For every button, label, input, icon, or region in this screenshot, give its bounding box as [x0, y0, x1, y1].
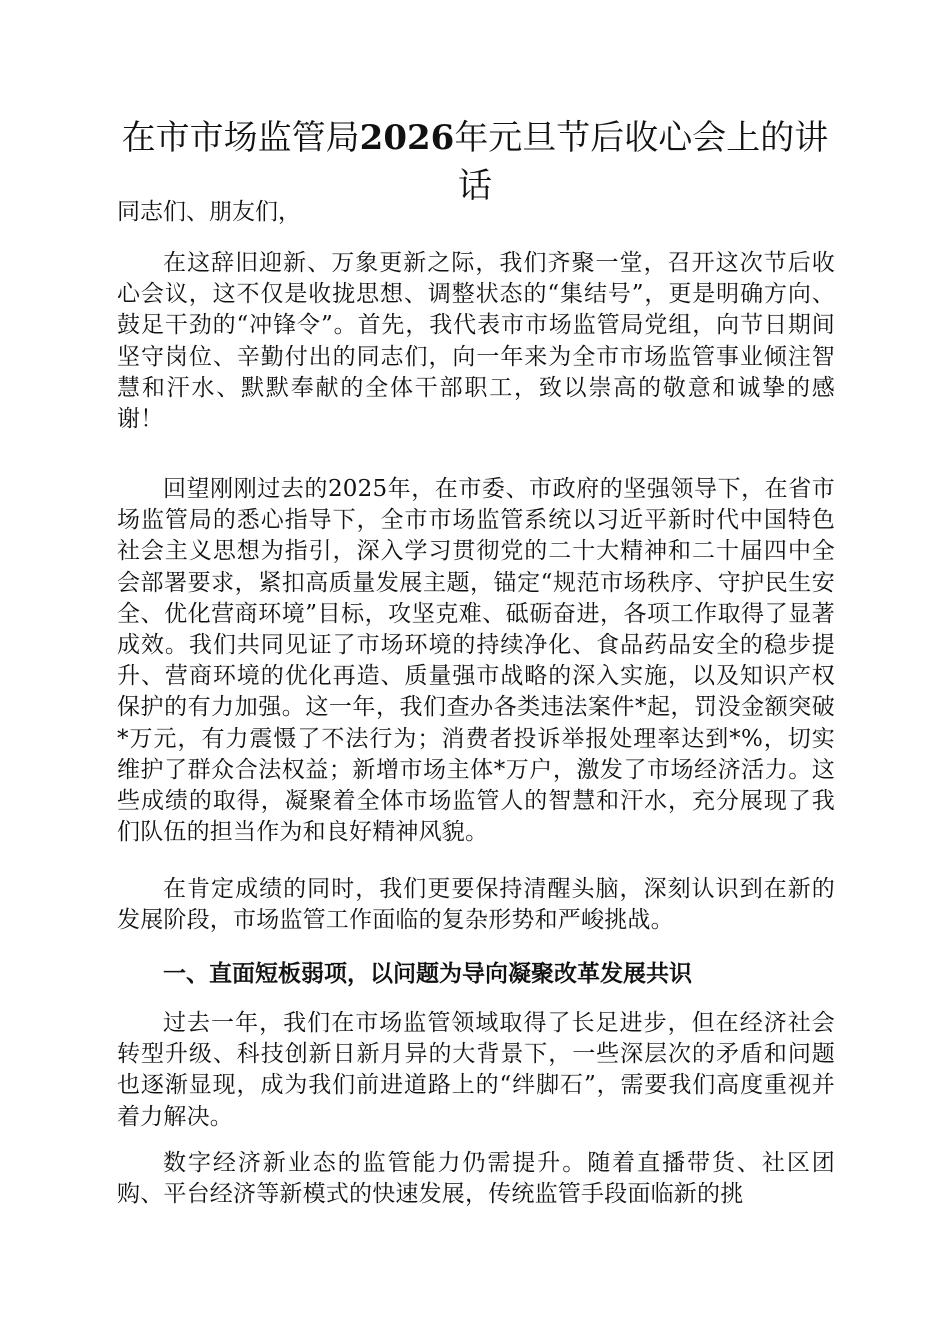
title-year: 2026	[359, 118, 455, 158]
section-heading-1: 一、直面短板弱项，以问题为导向凝聚改革发展共识	[163, 960, 692, 987]
paragraph-challenges: 在肯定成绩的同时，我们更要保持清醒头脑，深刻认识到在新的发展阶段，市场监管工作面临的复杂形势和严峻挑战。	[117, 876, 835, 934]
title-part-1: 在市市场监管局	[121, 118, 360, 158]
paragraph-review: 回望刚刚过去的2025年，在市委、市政府的坚强领导下，在省市场监管局的悉心指导下，全市市场监管系统以习近平新时代中国特色社会主义思想为指引，深入学习贯彻党的二十大精神和二十届四中全会部署要求，紧扣高质量发展主题，锚定“规范市场秩序、守护民生安全、优化营商环境”目标，攻坚克难、砥砺奋进，各项工作取得了显著成效。我们共同见证了市场环境的持续净化、食品药品安全的稳步提升、营商环境的优化再造、质量强市战略的深入实施，以及知识产权保护的有力加强。这一年，我们查办各类违法案件*起，罚没金额突破*万元，有力震慑了不法行为；消费者投诉举报处理率达到*%，切实维护了群众合法权益；新增市场主体*万户，激发了市场经济活力。这些成绩的取得，凝聚着全体市场监管人的智慧和汗水，充分展现了我们队伍的担当作为和良好精神风貌。	[117, 476, 835, 846]
paragraph-problems: 过去一年，我们在市场监管领域取得了长足进步，但在经济社会转型升级、科技创新日新月异的大背景下，一些深层次的矛盾和问题也逐渐显现，成为我们前进道路上的“绊脚石”，需要我们高度重视并着力解决。	[117, 1010, 835, 1130]
salutation: 同志们、朋友们，	[117, 199, 301, 225]
paragraph-intro: 在这辞旧迎新、万象更新之际，我们齐聚一堂，召开这次节后收心会议，这不仅是收拢思想、调整状态的“集结号”，更是明确方向、鼓足干劲的“冲锋令”。首先，我代表市市场监管局党组，向节日期间坚守岗位、辛勤付出的同志们，向一年来为全市市场监管事业倾注智慧和汗水、默默奉献的全体干部职工，致以崇高的敬意和诚挚的感谢！	[117, 250, 835, 433]
title-part-2: 年元旦节后收心会上的讲话	[454, 118, 829, 206]
paragraph-digital-economy: 数字经济新业态的监管能力仍需提升。随着直播带货、社区团购、平台经济等新模式的快速发展，传统监管手段面临新的挑	[117, 1150, 835, 1208]
